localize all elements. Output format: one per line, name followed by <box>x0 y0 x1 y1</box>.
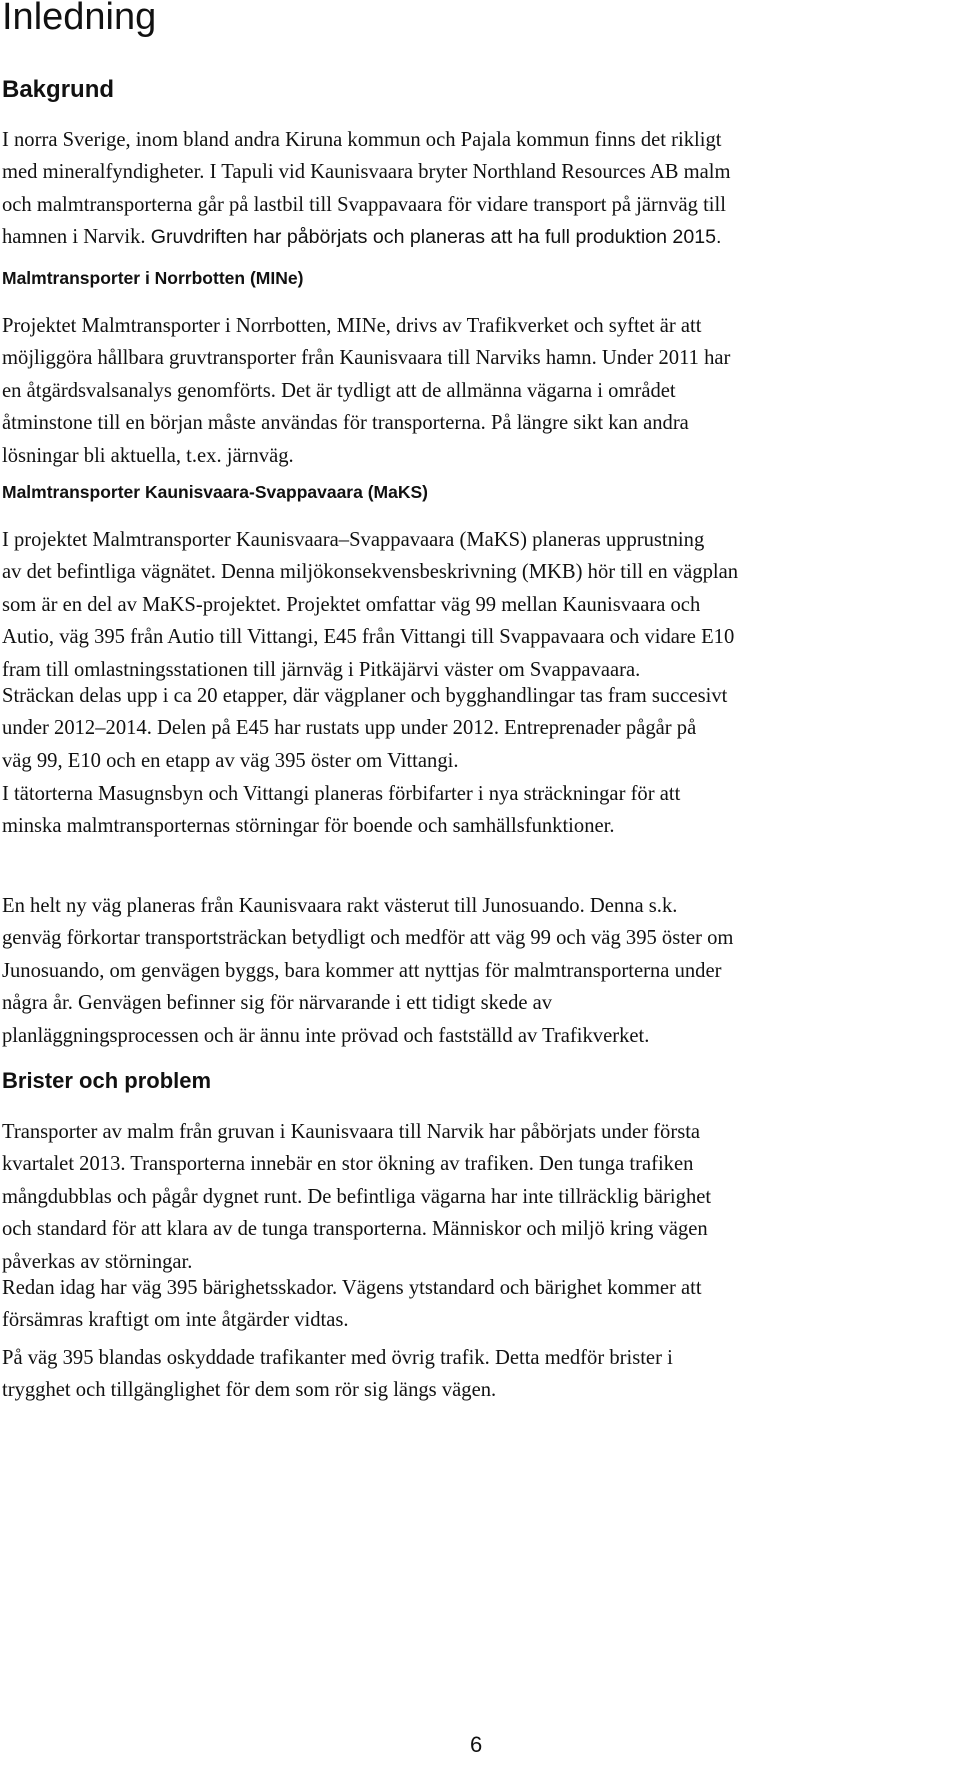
paragraph-line: under 2012–2014. Delen på E45 har rustats upp under 2012. Entreprenader pågår på <box>2 717 697 740</box>
paragraph-line: Sträckan delas upp i ca 20 etapper, där vägplaner och bygghandlingar tas fram succesivt <box>2 685 728 707</box>
paragraph-line: lösningar bli aktuella, t.ex. järnväg. <box>2 444 294 467</box>
paragraph-line: Projektet Malmtransporter i Norrbotten, MINe, drivs av Trafikverket och syftet är att <box>2 315 702 337</box>
paragraph-line: en åtgärdsvalsanalys genomförts. Det är tydligt att de allmänna vägarna i området <box>2 379 676 402</box>
paragraph-bakgrund <box>2 124 957 254</box>
paragraph-line: och malmtransporterna går på lastbil till Svappavaara för vidare transport på järnväg till <box>2 193 726 216</box>
section-heading-brister: Brister och problem <box>2 1068 212 1093</box>
paragraph-mine <box>2 310 957 472</box>
paragraph-line: påverkas av störningar. <box>2 1250 193 1273</box>
paragraph-line: Autio, väg 395 från Autio till Vittangi, E45 från Vittangi till Svappavaara och vidare E10 <box>2 626 735 649</box>
paragraph-line: möjliggöra hållbara gruvtransporter från Kaunisvaara till Narviks hamn. Under 2011 har <box>2 347 731 370</box>
paragraph-line: med mineralfyndigheter. I Tapuli vid Kaunisvaara bryter Northland Resources AB malm <box>2 161 731 184</box>
paragraph-line: I tätorterna Masugnsbyn och Vittangi planeras förbifarter i nya sträckningar för att <box>2 783 681 805</box>
paragraph-maks-4 <box>2 890 957 1052</box>
paragraph-brister-1 <box>2 1116 957 1278</box>
paragraph-line: En helt ny väg planeras från Kaunisvaara rakt västerut till Junosuando. Denna s.k. <box>2 895 678 917</box>
paragraph-line: och standard för att klara av de tunga transporterna. Människor och miljö kring vägen <box>2 1218 708 1241</box>
text-run-gruvdrift: Gruvdriften har påbörjats och planeras att ha full produktion 2015. <box>150 226 722 249</box>
paragraph-brister-2 <box>2 1272 957 1337</box>
paragraph-line: försämras kraftigt om inte åtgärder vidtas. <box>2 1309 349 1332</box>
page-title: Inledning <box>2 0 157 38</box>
paragraph-line: På väg 395 blandas oskyddade trafikanter med övrig trafik. Detta medför brister i <box>2 1347 673 1369</box>
paragraph-line: trygghet och tillgänglighet för dem som rör sig längs vägen. <box>2 1379 497 1402</box>
page-number: 6 <box>470 1732 483 1757</box>
section-heading-bakgrund: Bakgrund <box>2 76 115 103</box>
paragraph-line: genväg förkortar transportsträckan betydligt och medför att väg 99 och väg 395 öster om <box>2 927 734 950</box>
paragraph-line: I projektet Malmtransporter Kaunisvaara–Svappavaara (MaKS) planeras upprustning <box>2 529 705 551</box>
paragraph-line: minska malmtransporternas störningar för boende och samhällsfunktioner. <box>2 815 615 838</box>
paragraph-maks-1 <box>2 524 957 686</box>
paragraph-maks-3 <box>2 778 957 843</box>
paragraph-line <box>2 221 957 253</box>
paragraph-line: I norra Sverige, inom bland andra Kiruna kommun och Pajala kommun finns det rikligt <box>2 129 722 151</box>
paragraph-line: några år. Genvägen befinner sig för närvarande i ett tidigt skede av <box>2 992 553 1015</box>
paragraph-line: Junosuando, om genvägen byggs, bara kommer att nyttjas för malmtransporterna under <box>2 959 722 982</box>
paragraph-line: kvartalet 2013. Transporterna innebär en stor ökning av trafiken. Den tunga trafiken <box>2 1153 694 1176</box>
paragraph-line: Transporter av malm från gruvan i Kaunisvaara till Narvik har påbörjats under första <box>2 1121 701 1143</box>
paragraph-line: planläggningsprocessen och är ännu inte prövad och fastställd av Trafikverket. <box>2 1024 650 1047</box>
paragraph-line: Redan idag har väg 395 bärighetsskador. Vägens ytstandard och bärighet kommer att <box>2 1277 702 1299</box>
paragraph-brister-3 <box>2 1342 957 1407</box>
paragraph-line: av det befintliga vägnätet. Denna miljökonsekvensbeskrivning (MKB) hör till en vägplan <box>2 561 739 584</box>
paragraph-line: mångdubblas och pågår dygnet runt. De befintliga vägarna har inte tillräcklig bärighet <box>2 1185 712 1208</box>
text-run: hamnen i Narvik. <box>2 226 151 249</box>
subsection-heading-mine: Malmtransporter i Norrbotten (MINe) <box>2 268 304 288</box>
paragraph-line: som är en del av MaKS-projektet. Projektet omfattar väg 99 mellan Kaunisvaara och <box>2 593 701 616</box>
paragraph-line: åtminstone till en början måste användas för transporterna. På längre sikt kan andra <box>2 412 689 435</box>
subsection-heading-maks: Malmtransporter Kaunisvaara-Svappavaara (MaKS) <box>2 482 428 502</box>
paragraph-line: väg 99, E10 och en etapp av väg 395 öster om Vittangi. <box>2 749 459 772</box>
paragraph-line: fram till omlastningsstationen till järnväg i Pitkäjärvi väster om Svappavaara. <box>2 658 641 681</box>
paragraph-maks-2 <box>2 680 957 777</box>
